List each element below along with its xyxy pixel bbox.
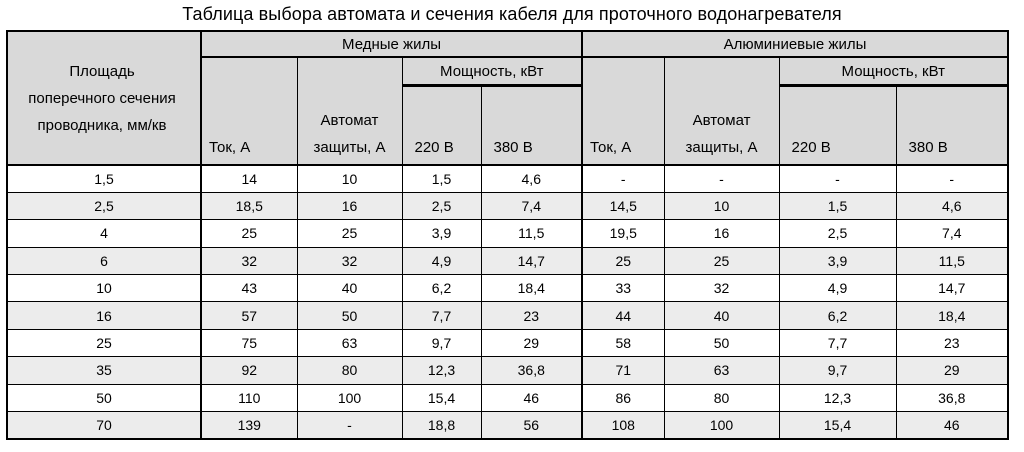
copper-current-cell: 32: [201, 247, 297, 274]
aluminum-current-cell: 19,5: [582, 220, 664, 247]
copper-breaker-cell: 16: [297, 192, 402, 219]
table-row: [7, 275, 1008, 302]
copper-current-cell: 139: [201, 412, 297, 439]
aluminum-power-220-cell: 12,3: [779, 384, 896, 411]
aluminum-power-220-cell: 3,9: [779, 247, 896, 274]
aluminum-current-cell: 14,5: [582, 192, 664, 219]
aluminum-breaker-cell: 50: [664, 329, 779, 356]
copper-breaker-cell: 50: [297, 302, 402, 329]
copper-breaker-line-2: защиты, А: [313, 139, 386, 156]
aluminum-power-380-cell: -: [896, 165, 1008, 192]
aluminum-current-cell: 25: [582, 247, 664, 274]
table-row: [7, 329, 1008, 356]
copper-power-380-cell: 46: [481, 384, 582, 411]
aluminum-power-380-cell: 7,4: [896, 220, 1008, 247]
aluminum-current-cell: 86: [582, 384, 664, 411]
aluminum-power-380-cell: 23: [896, 329, 1008, 356]
copper-power-380-cell: 7,4: [481, 192, 582, 219]
table-row: [7, 302, 1008, 329]
section-cell: 2,5: [7, 192, 201, 219]
aluminum-power-380-cell: 14,7: [896, 275, 1008, 302]
aluminum-380v-header: 380 В: [896, 86, 1008, 166]
table-row: [7, 412, 1008, 439]
copper-power-220-cell: 18,8: [402, 412, 481, 439]
section-header-line-3: проводника, мм/кв: [37, 116, 167, 134]
aluminum-breaker-line-2: защиты, А: [685, 139, 758, 156]
table-row: [7, 165, 1008, 192]
copper-power-220-cell: 3,9: [402, 220, 481, 247]
section-header-line-1: Площадь: [69, 62, 135, 80]
aluminum-power-380-cell: 46: [896, 412, 1008, 439]
aluminum-power-220-cell: 7,7: [779, 329, 896, 356]
copper-current-cell: 110: [201, 384, 297, 411]
copper-power-220-cell: 6,2: [402, 275, 481, 302]
table-row: [7, 192, 1008, 219]
copper-power-220-cell: 15,4: [402, 384, 481, 411]
aluminum-power-220-cell: 6,2: [779, 302, 896, 329]
aluminum-power-220-cell: 4,9: [779, 275, 896, 302]
copper-power-380-cell: 29: [481, 329, 582, 356]
aluminum-current-cell: 44: [582, 302, 664, 329]
copper-power-380-cell: 56: [481, 412, 582, 439]
aluminum-breaker-cell: 40: [664, 302, 779, 329]
aluminum-header: Алюминиевые жилы: [582, 31, 1008, 57]
aluminum-current-cell: 33: [582, 275, 664, 302]
copper-breaker-cell: -: [297, 412, 402, 439]
aluminum-power-220-cell: 15,4: [779, 412, 896, 439]
aluminum-breaker-cell: 32: [664, 275, 779, 302]
copper-current-cell: 92: [201, 357, 297, 384]
copper-current-header: Ток, А: [201, 57, 297, 165]
section-cell: 1,5: [7, 165, 201, 192]
aluminum-current-cell: 108: [582, 412, 664, 439]
aluminum-power-220-cell: 1,5: [779, 192, 896, 219]
copper-power-220-cell: 1,5: [402, 165, 481, 192]
aluminum-power-380-cell: 4,6: [896, 192, 1008, 219]
copper-power-220-cell: 2,5: [402, 192, 481, 219]
copper-current-cell: 57: [201, 302, 297, 329]
copper-power-380-cell: 11,5: [481, 220, 582, 247]
copper-breaker-cell: 32: [297, 247, 402, 274]
section-cell: 70: [7, 412, 201, 439]
copper-current-cell: 18,5: [201, 192, 297, 219]
aluminum-power-380-cell: 36,8: [896, 384, 1008, 411]
table-row: [7, 220, 1008, 247]
aluminum-220v-header: 220 В: [779, 86, 896, 166]
copper-current-cell: 14: [201, 165, 297, 192]
copper-breaker-cell: 63: [297, 329, 402, 356]
aluminum-current-header: Ток, А: [582, 57, 664, 165]
copper-current-cell: 25: [201, 220, 297, 247]
copper-breaker-cell: 100: [297, 384, 402, 411]
copper-power-220-cell: 7,7: [402, 302, 481, 329]
cable-selection-table: [6, 30, 1009, 440]
copper-power-380-cell: 14,7: [481, 247, 582, 274]
aluminum-power-220-cell: 2,5: [779, 220, 896, 247]
aluminum-current-cell: 58: [582, 329, 664, 356]
section-cell: 4: [7, 220, 201, 247]
aluminum-power-220-cell: 9,7: [779, 357, 896, 384]
copper-power-header: Мощность, кВт: [402, 57, 582, 86]
aluminum-breaker-cell: 16: [664, 220, 779, 247]
section-header: [7, 31, 201, 165]
section-cell: 25: [7, 329, 201, 356]
aluminum-breaker-cell: 80: [664, 384, 779, 411]
copper-header: Медные жилы: [201, 31, 582, 57]
section-cell: 6: [7, 247, 201, 274]
copper-220v-header: 220 В: [402, 86, 481, 166]
copper-breaker-cell: 80: [297, 357, 402, 384]
aluminum-breaker-line-1: Автомат: [692, 112, 751, 129]
copper-380v-header: 380 В: [481, 86, 582, 166]
copper-breaker-cell: 25: [297, 220, 402, 247]
section-cell: 35: [7, 357, 201, 384]
copper-current-cell: 43: [201, 275, 297, 302]
section-header-line-2: поперечного сечения: [28, 89, 176, 107]
section-cell: 50: [7, 384, 201, 411]
aluminum-current-cell: -: [582, 165, 664, 192]
copper-current-cell: 75: [201, 329, 297, 356]
table-row: [7, 384, 1008, 411]
copper-breaker-cell: 10: [297, 165, 402, 192]
copper-breaker-cell: 40: [297, 275, 402, 302]
table-header: [7, 31, 1008, 165]
aluminum-breaker-cell: 100: [664, 412, 779, 439]
section-cell: 16: [7, 302, 201, 329]
aluminum-power-380-cell: 29: [896, 357, 1008, 384]
aluminum-breaker-header: [664, 57, 779, 165]
aluminum-breaker-cell: 25: [664, 247, 779, 274]
page-title: Таблица выбора автомата и сечения кабеля для проточного водонагревателя: [182, 4, 842, 24]
table-row: [7, 357, 1008, 384]
copper-breaker-line-1: Автомат: [320, 112, 379, 129]
copper-power-380-cell: 36,8: [481, 357, 582, 384]
aluminum-power-380-cell: 11,5: [896, 247, 1008, 274]
copper-power-220-cell: 9,7: [402, 329, 481, 356]
aluminum-breaker-cell: 10: [664, 192, 779, 219]
copper-breaker-header: [297, 57, 402, 165]
copper-power-380-cell: 23: [481, 302, 582, 329]
aluminum-breaker-cell: 63: [664, 357, 779, 384]
aluminum-power-220-cell: -: [779, 165, 896, 192]
copper-power-220-cell: 4,9: [402, 247, 481, 274]
table-body: [7, 165, 1008, 439]
aluminum-power-header: Мощность, кВт: [779, 57, 1008, 86]
copper-power-380-cell: 4,6: [481, 165, 582, 192]
section-cell: 10: [7, 275, 201, 302]
copper-power-220-cell: 12,3: [402, 357, 481, 384]
table-row: [7, 247, 1008, 274]
aluminum-breaker-cell: -: [664, 165, 779, 192]
copper-power-380-cell: 18,4: [481, 275, 582, 302]
aluminum-current-cell: 71: [582, 357, 664, 384]
aluminum-power-380-cell: 18,4: [896, 302, 1008, 329]
